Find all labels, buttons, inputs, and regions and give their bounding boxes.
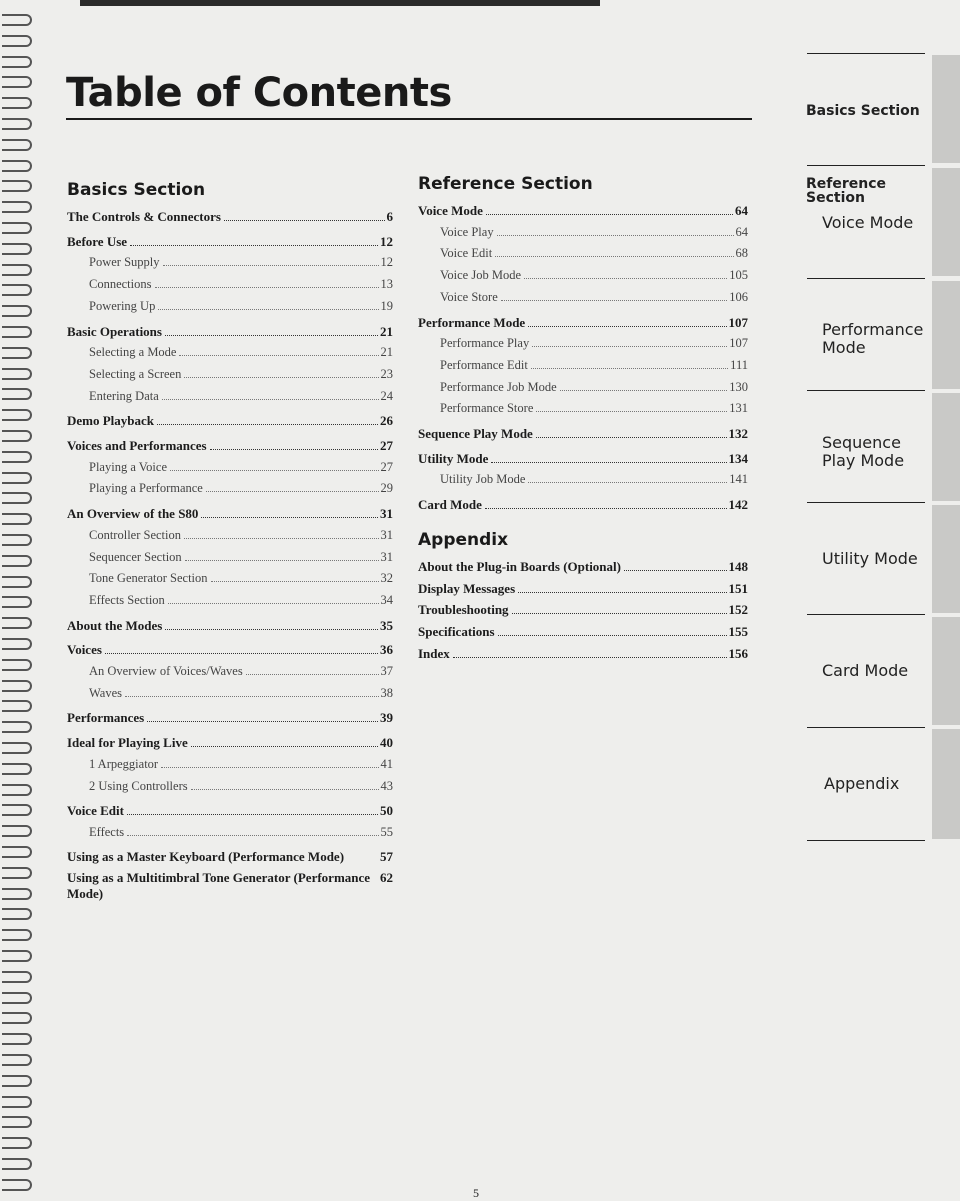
toc-entry-label: Troubleshooting <box>418 602 509 618</box>
spiral-coil <box>2 1012 32 1024</box>
side-divider <box>807 278 925 279</box>
spiral-coil <box>2 472 32 484</box>
side-divider <box>807 614 925 615</box>
toc-entry[interactable] <box>67 615 393 637</box>
spiral-coil <box>2 1075 32 1087</box>
toc-entry[interactable] <box>418 377 748 399</box>
spiral-coil <box>2 180 32 192</box>
side-divider <box>807 502 925 503</box>
toc-entry-page: 151 <box>728 580 748 596</box>
toc-entry-label: Powering Up <box>89 298 156 313</box>
toc-entry-label: About the Modes <box>67 617 163 633</box>
toc-entry-page: 50 <box>380 803 393 819</box>
toc-entry-label: Effects <box>89 824 125 839</box>
toc-leader-dots <box>532 346 727 347</box>
spiral-coil <box>2 825 32 837</box>
toc-entry-label: Voices <box>67 642 102 658</box>
toc-entry-label: Tone Generator Section <box>89 571 208 586</box>
toc-entry[interactable] <box>418 469 748 491</box>
toc-leader-dots <box>560 390 728 391</box>
side-divider <box>807 165 925 166</box>
toc-entry-page: 26 <box>380 413 393 429</box>
toc-entry[interactable] <box>418 643 748 665</box>
section-heading-appendix: Appendix <box>418 529 509 550</box>
toc-entry-page: 36 <box>380 642 393 658</box>
toc-entry-label: Controller Section <box>89 527 181 542</box>
spiral-coil <box>2 139 32 151</box>
spiral-binding <box>0 0 40 1200</box>
toc-leader-dots <box>512 613 727 614</box>
toc-entry-label: The Controls & Connectors <box>67 209 221 224</box>
toc-entry-page: 64 <box>735 224 748 239</box>
toc-entry[interactable] <box>67 525 393 547</box>
spiral-coil <box>2 76 32 88</box>
spiral-coil <box>2 14 32 26</box>
toc-entry-page: 132 <box>728 426 748 442</box>
toc-entry[interactable] <box>418 222 748 244</box>
toc-leader-dots <box>157 424 378 425</box>
toc-leader-dots <box>528 326 726 327</box>
toc-entry[interactable] <box>67 683 393 705</box>
toc-entry-label: Effects Section <box>89 592 165 607</box>
toc-leader-dots <box>201 517 378 518</box>
toc-entry[interactable] <box>67 754 393 776</box>
toc-entry-label: About the Plug-in Boards (Optional) <box>418 558 621 574</box>
spiral-coil <box>2 1179 32 1191</box>
toc-entry-page: 105 <box>729 268 748 283</box>
spiral-coil <box>2 35 32 47</box>
side-tab-basics[interactable] <box>932 55 960 163</box>
toc-entry[interactable] <box>67 321 393 343</box>
toc-entry-page: 55 <box>380 824 393 839</box>
toc-entry-page: 43 <box>380 778 393 793</box>
toc-leader-dots <box>184 377 378 378</box>
toc-entry-page: 152 <box>728 602 748 618</box>
spiral-coil <box>2 804 32 816</box>
toc-entry-page: 31 <box>380 549 393 564</box>
spiral-coil <box>2 492 32 504</box>
toc-entry[interactable] <box>418 398 748 420</box>
spiral-coil <box>2 659 32 671</box>
spiral-coil <box>2 243 32 255</box>
spiral-coil <box>2 430 32 442</box>
toc-entry-label: Voice Store <box>440 289 498 304</box>
spiral-coil <box>2 284 32 296</box>
spiral-coil <box>2 555 32 567</box>
toc-leader-dots <box>501 300 728 301</box>
toc-entry-label: Utility Job Mode <box>440 472 526 487</box>
toc-entry-page: 31 <box>380 506 393 522</box>
toc-entry[interactable] <box>418 448 748 470</box>
toc-entry-label: Index <box>418 645 450 661</box>
side-label-card-mode: Card Mode <box>822 661 909 680</box>
toc-entry-label: Performance Edit <box>440 357 528 372</box>
toc-entry-label: Voices and Performances <box>67 438 207 454</box>
toc-leader-dots <box>536 437 727 438</box>
toc-leader-dots <box>184 538 379 539</box>
toc-leader-dots <box>162 399 379 400</box>
spiral-coil <box>2 950 32 962</box>
toc-entry-label: Voice Edit <box>67 803 124 819</box>
toc-leader-dots <box>491 462 726 463</box>
toc-entry-page: 31 <box>380 527 393 542</box>
spiral-coil <box>2 409 32 421</box>
toc-column-basics <box>67 180 393 902</box>
spiral-coil <box>2 368 32 380</box>
toc-entry[interactable] <box>67 661 393 683</box>
side-divider <box>807 840 925 841</box>
toc-entry[interactable] <box>67 296 393 318</box>
spiral-coil <box>2 1116 32 1128</box>
toc-entry[interactable] <box>67 547 393 569</box>
spiral-coil <box>2 742 32 754</box>
toc-entry[interactable] <box>67 776 393 798</box>
spiral-coil <box>2 56 32 68</box>
toc-entry[interactable] <box>418 265 748 287</box>
toc-entry-label: Performance Job Mode <box>440 379 557 394</box>
toc-leader-dots <box>147 721 378 722</box>
toc-entry-page: 32 <box>380 571 393 586</box>
toc-leader-dots <box>495 256 733 257</box>
side-label-sequence-play-mode: Sequence Play Mode <box>822 433 905 470</box>
side-label-utility-mode: Utility Mode <box>822 549 918 568</box>
toc-entry[interactable] <box>67 206 393 228</box>
toc-entry-label: 2 Using Controllers <box>89 778 188 793</box>
toc-entry-label: Entering Data <box>89 388 159 403</box>
toc-entry-page: 62 <box>380 869 393 885</box>
toc-entry-label: Ideal for Playing Live <box>67 735 188 751</box>
spiral-coil <box>2 222 32 234</box>
spiral-coil <box>2 118 32 130</box>
toc-entry-page: 134 <box>728 450 748 466</box>
toc-entry-page: 64 <box>735 203 748 218</box>
spiral-coil <box>2 617 32 629</box>
toc-entry[interactable] <box>67 435 393 457</box>
toc-leader-dots <box>127 814 378 815</box>
toc-entry-page: 141 <box>729 472 748 487</box>
spiral-coil <box>2 908 32 920</box>
toc-entry-page: 148 <box>728 558 748 574</box>
toc-entry-page: 21 <box>380 345 393 360</box>
toc-leader-dots <box>165 629 378 630</box>
toc-entry[interactable] <box>67 639 393 661</box>
toc-entry-label: Demo Playback <box>67 413 155 429</box>
toc-leader-dots <box>531 368 728 369</box>
toc-entry[interactable] <box>418 312 748 334</box>
toc-entry-page: 6 <box>386 209 393 224</box>
toc-entry[interactable] <box>67 503 393 525</box>
toc-entry[interactable] <box>418 621 748 643</box>
spiral-coil <box>2 721 32 733</box>
toc-leader-dots <box>170 470 378 471</box>
spiral-coil <box>2 888 32 900</box>
toc-leader-dots <box>524 278 727 279</box>
toc-entry-label: Using as a Master Keyboard (Performance Mode) <box>67 848 345 864</box>
toc-entry-page: 38 <box>380 685 393 700</box>
toc-column-reference <box>418 174 748 664</box>
side-label-reference: Reference Section <box>806 176 887 206</box>
spiral-coil <box>2 305 32 317</box>
toc-entry-page: 34 <box>380 592 393 607</box>
toc-entry[interactable] <box>67 568 393 590</box>
toc-leader-dots <box>246 674 379 675</box>
toc-entry[interactable] <box>67 800 393 822</box>
toc-entry[interactable] <box>67 457 393 479</box>
spiral-coil <box>2 576 32 588</box>
toc-entry-page: 57 <box>380 848 393 864</box>
toc-entry-label: Selecting a Screen <box>89 366 182 381</box>
toc-leader-dots <box>528 482 727 483</box>
side-label-appendix: Appendix <box>824 774 900 793</box>
toc-leader-dots <box>130 245 378 246</box>
toc-entry-label: Before Use <box>67 233 128 249</box>
toc-list-basics <box>67 206 393 902</box>
toc-entry-page: 35 <box>380 617 393 633</box>
toc-entry-label: Basic Operations <box>67 323 162 339</box>
toc-entry[interactable] <box>67 342 393 364</box>
toc-entry-page: 13 <box>380 277 393 292</box>
side-label-voice-mode: Voice Mode <box>822 213 914 232</box>
toc-entry-page: 155 <box>728 623 748 639</box>
toc-leader-dots <box>210 449 378 450</box>
toc-leader-dots <box>127 835 378 836</box>
toc-entry-page: 40 <box>380 735 393 751</box>
toc-leader-dots <box>497 235 734 236</box>
spiral-coil <box>2 784 32 796</box>
spiral-coil <box>2 596 32 608</box>
toc-entry-page: 107 <box>729 336 748 351</box>
spiral-coil <box>2 1054 32 1066</box>
toc-entry-label: An Overview of Voices/Waves <box>89 664 243 679</box>
toc-entry-label: Performance Store <box>440 401 534 416</box>
toc-entry-label: Performance Play <box>440 336 530 351</box>
toc-list-appendix <box>418 556 748 665</box>
spiral-coil <box>2 201 32 213</box>
toc-entry-label: Voice Play <box>440 224 494 239</box>
toc-entry[interactable] <box>67 822 393 844</box>
toc-entry-page: 142 <box>728 497 748 513</box>
toc-entry-label: Display Messages <box>418 580 516 596</box>
toc-entry-label: Card Mode <box>418 497 482 513</box>
toc-entry-label: An Overview of the S80 <box>67 506 199 522</box>
toc-entry[interactable] <box>67 478 393 500</box>
toc-entry-label: Playing a Voice <box>89 459 168 474</box>
toc-entry[interactable] <box>418 556 748 578</box>
toc-leader-dots <box>161 767 378 768</box>
spiral-coil <box>2 763 32 775</box>
spiral-coil <box>2 264 32 276</box>
toc-leader-dots <box>179 355 378 356</box>
side-tab-performance-mode[interactable] <box>932 281 960 389</box>
toc-entry-label: Utility Mode <box>418 450 489 466</box>
toc-entry-page: 19 <box>380 298 393 313</box>
toc-entry-label: Voice Edit <box>440 246 493 261</box>
toc-entry-label: Sequence Play Mode <box>418 426 533 442</box>
toc-entry-label: Selecting a Mode <box>89 345 177 360</box>
toc-entry-page: 39 <box>380 710 393 726</box>
toc-entry-label: Sequencer Section <box>89 549 182 564</box>
spiral-coil <box>2 700 32 712</box>
toc-entry-page: 37 <box>380 664 393 679</box>
spiral-coil <box>2 1096 32 1108</box>
toc-entry-page: 23 <box>380 366 393 381</box>
page-title: Table of Contents <box>66 70 452 116</box>
toc-leader-dots <box>453 657 727 658</box>
toc-entry[interactable] <box>67 732 393 754</box>
toc-entry[interactable] <box>418 355 748 377</box>
toc-entry[interactable] <box>418 599 748 621</box>
toc-entry-page: 27 <box>380 459 393 474</box>
toc-entry[interactable] <box>418 578 748 600</box>
toc-entry-page: 21 <box>380 323 393 339</box>
page-number: 5 <box>473 1186 479 1200</box>
spiral-coil <box>2 534 32 546</box>
toc-entry[interactable] <box>67 252 393 274</box>
spiral-coil <box>2 929 32 941</box>
spiral-coil <box>2 388 32 400</box>
spiral-coil <box>2 992 32 1004</box>
toc-entry-page: 131 <box>729 401 748 416</box>
toc-entry-page: 12 <box>380 233 393 249</box>
top-edge-bar <box>80 0 600 6</box>
toc-entry-page: 68 <box>735 246 748 261</box>
toc-entry[interactable] <box>418 494 748 516</box>
toc-leader-dots <box>191 789 379 790</box>
spiral-coil <box>2 347 32 359</box>
toc-entry[interactable] <box>418 287 748 309</box>
spiral-coil <box>2 97 32 109</box>
toc-leader-dots <box>536 411 727 412</box>
toc-entry-label: Specifications <box>418 623 495 639</box>
spiral-coil <box>2 1158 32 1170</box>
toc-entry-page: 27 <box>380 438 393 454</box>
toc-entry[interactable] <box>418 243 748 265</box>
toc-entry[interactable] <box>67 870 393 902</box>
toc-entry[interactable] <box>418 333 748 355</box>
toc-leader-dots <box>224 220 385 221</box>
toc-leader-dots <box>185 560 379 561</box>
toc-entry-page: 106 <box>729 289 748 304</box>
toc-leader-dots <box>191 746 378 747</box>
toc-leader-dots <box>125 696 378 697</box>
side-divider <box>807 53 925 54</box>
toc-leader-dots <box>105 653 378 654</box>
toc-entry-label: Performance Mode <box>418 314 526 330</box>
toc-entry[interactable] <box>67 386 393 408</box>
toc-leader-dots <box>168 603 379 604</box>
toc-entry-page: 24 <box>380 388 393 403</box>
toc-entry-label: Power Supply <box>89 255 160 270</box>
toc-entry[interactable] <box>67 707 393 729</box>
toc-entry-label: Playing a Performance <box>89 481 203 496</box>
spiral-coil <box>2 1033 32 1045</box>
toc-entry-page: 156 <box>728 645 748 661</box>
toc-entry[interactable] <box>67 849 393 865</box>
toc-leader-dots <box>518 592 726 593</box>
toc-leader-dots <box>486 214 733 215</box>
side-divider <box>807 727 925 728</box>
toc-list-reference <box>418 200 748 516</box>
toc-entry[interactable] <box>67 410 393 432</box>
spiral-coil <box>2 160 32 172</box>
side-label-basics: Basics Section <box>806 103 920 119</box>
toc-entry-label: Connections <box>89 277 152 292</box>
toc-leader-dots <box>206 491 379 492</box>
toc-entry-label: Using as a Multitimbral Tone Generator (Performance Mode) <box>67 869 371 901</box>
toc-entry-label: 1 Arpeggiator <box>89 756 159 771</box>
toc-entry-page: 130 <box>729 379 748 394</box>
toc-entry[interactable] <box>67 590 393 612</box>
spiral-coil <box>2 971 32 983</box>
toc-entry[interactable] <box>67 364 393 386</box>
toc-entry-page: 12 <box>380 255 393 270</box>
side-label-performance-mode: Performance Mode <box>822 320 924 357</box>
toc-leader-dots <box>498 635 727 636</box>
toc-entry[interactable] <box>418 200 748 222</box>
toc-entry[interactable] <box>418 423 748 445</box>
spiral-coil <box>2 680 32 692</box>
side-tab-sequence-play-mode[interactable] <box>932 393 960 501</box>
toc-entry-page: 41 <box>380 756 393 771</box>
section-heading-basics: Basics Section <box>67 180 206 200</box>
toc-entry-page: 29 <box>380 481 393 496</box>
spiral-coil <box>2 326 32 338</box>
side-divider <box>807 390 925 391</box>
toc-entry[interactable] <box>67 231 393 253</box>
toc-leader-dots <box>155 287 379 288</box>
toc-leader-dots <box>165 335 378 336</box>
toc-entry[interactable] <box>67 274 393 296</box>
toc-leader-dots <box>158 309 378 310</box>
toc-leader-dots <box>163 265 379 266</box>
spiral-coil <box>2 1137 32 1149</box>
spiral-coil <box>2 867 32 879</box>
toc-entry-label: Voice Mode <box>418 203 483 218</box>
toc-entry-label: Waves <box>89 685 123 700</box>
toc-leader-dots <box>485 508 727 509</box>
toc-entry-page: 107 <box>728 314 748 330</box>
spiral-coil <box>2 846 32 858</box>
spiral-coil <box>2 638 32 650</box>
spiral-coil <box>2 513 32 525</box>
toc-leader-dots <box>211 581 379 582</box>
section-heading-reference: Reference Section <box>418 174 593 194</box>
title-underline <box>66 118 752 120</box>
toc-entry-label: Performances <box>67 710 145 726</box>
toc-leader-dots <box>624 570 727 571</box>
toc-entry-page: 111 <box>730 357 748 372</box>
spiral-coil <box>2 451 32 463</box>
toc-entry-label: Voice Job Mode <box>440 268 522 283</box>
